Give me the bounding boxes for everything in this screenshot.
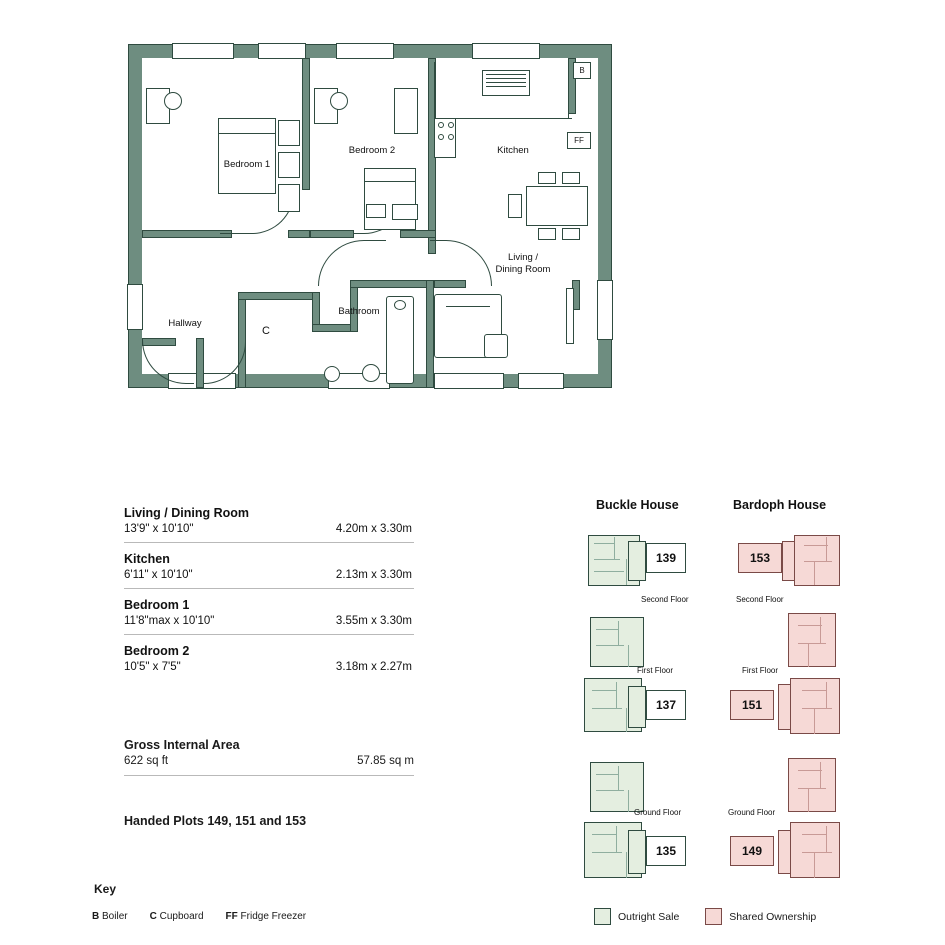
room-label-bedroom-2: Bedroom 2 <box>348 145 396 156</box>
key-meaning: Fridge Freezer <box>240 911 307 922</box>
fridge-freezer-tag: FF <box>567 132 591 149</box>
unit-core <box>628 830 646 874</box>
sofa-back <box>446 306 490 307</box>
schedule-row <box>124 506 414 543</box>
plot-number: 153 <box>738 543 782 573</box>
room-dims-imperial: 13'9" x 10'10" <box>124 523 194 535</box>
hob-ring <box>438 134 444 140</box>
room-label-hallway: Hallway <box>168 318 202 329</box>
wardrobe <box>394 88 418 134</box>
block-bardoph-first-floor <box>726 678 840 736</box>
unit-shape <box>590 762 644 812</box>
key-meaning: Cupboard <box>159 911 204 922</box>
coffee-table <box>484 334 508 358</box>
legend-swatch-outright <box>594 908 611 925</box>
counter-line <box>486 86 526 87</box>
counter-line <box>486 78 526 79</box>
unit-shape <box>790 678 840 734</box>
key-meaning: Boiler <box>102 911 128 922</box>
room-name: Bedroom 2 <box>124 644 190 658</box>
tv-unit <box>566 288 574 344</box>
internal-wall <box>142 230 232 238</box>
counter-line <box>486 74 526 75</box>
plot-number: 139 <box>646 543 686 573</box>
hob-ring <box>448 122 454 128</box>
dining-chair <box>538 228 556 240</box>
block-bardoph-first-upper <box>788 613 838 669</box>
room-label-cupboard: C <box>262 325 270 337</box>
room-dims-metric: 3.55m x 3.30m <box>335 615 412 627</box>
unit-shape <box>788 758 836 812</box>
floor-caption: First Floor <box>742 666 778 675</box>
floor-caption: Ground Floor <box>728 808 776 817</box>
floor-caption: Ground Floor <box>634 808 682 817</box>
counter-edge <box>568 62 569 118</box>
window <box>518 373 564 389</box>
floor-caption: Second Floor <box>641 595 689 604</box>
window <box>597 280 613 340</box>
schedule-row <box>124 552 414 589</box>
counter-edge <box>434 118 572 119</box>
dining-chair <box>508 194 522 218</box>
room-dims-imperial: 6'11" x 10'10" <box>124 569 193 581</box>
unit-core <box>628 541 646 581</box>
internal-wall <box>196 338 204 388</box>
plot-number: 135 <box>646 836 686 866</box>
lamp <box>330 92 348 110</box>
floor-caption: First Floor <box>637 666 673 675</box>
window <box>336 43 394 59</box>
room-dims-imperial: 10'5" x 7'5" <box>124 661 181 673</box>
dining-chair <box>538 172 556 184</box>
unit-core <box>628 686 646 728</box>
bedside-table <box>278 120 300 146</box>
internal-wall <box>302 58 310 190</box>
schedule-row <box>124 598 414 635</box>
gross-internal-area <box>124 738 414 776</box>
room-label-living-line1: Living / <box>507 252 539 263</box>
room-dims-metric: 3.18m x 2.27m <box>335 661 412 673</box>
dining-chair <box>562 228 580 240</box>
hob-ring <box>438 122 444 128</box>
counter-line <box>486 82 526 83</box>
key-item-fridge-freezer <box>226 911 307 922</box>
tenure-legend <box>594 908 816 925</box>
nightstand <box>392 204 418 220</box>
key-abbr: FF <box>225 911 238 922</box>
block-buckle-ground-floor <box>584 822 702 880</box>
internal-wall <box>238 292 320 300</box>
basin <box>324 366 340 382</box>
block-buckle-ground-upper <box>588 762 698 814</box>
block-bardoph-second-floor <box>728 533 840 588</box>
key-item-boiler <box>92 911 128 922</box>
key-abbr: B <box>92 911 100 922</box>
room-label-kitchen: Kitchen <box>497 145 529 156</box>
gia-metric: 57.85 sq m <box>357 755 414 767</box>
legend-item-shared-ownership <box>705 908 816 925</box>
internal-wall <box>310 230 354 238</box>
room-schedule <box>124 506 414 689</box>
window <box>434 373 504 389</box>
plot-number: 137 <box>646 690 686 720</box>
dining-table <box>526 186 588 226</box>
schedule-row <box>124 644 414 680</box>
room-name: Living / Dining Room <box>124 506 249 520</box>
pillow <box>218 118 276 134</box>
room-label-bedroom-1: Bedroom 1 <box>223 159 271 170</box>
window <box>258 43 306 59</box>
unit-shape <box>790 822 840 878</box>
hob-ring <box>448 134 454 140</box>
room-label-living-line2: Dining Room <box>495 264 551 275</box>
unit-shape <box>590 617 644 667</box>
window <box>472 43 540 59</box>
dining-chair <box>562 172 580 184</box>
room-name: Kitchen <box>124 552 170 566</box>
block-buckle-first-upper <box>588 617 698 669</box>
bedside-table <box>278 184 300 212</box>
gia-title: Gross Internal Area <box>124 738 240 752</box>
pillow <box>364 168 416 182</box>
key-items <box>92 911 306 922</box>
floor-plan <box>128 44 612 388</box>
internal-wall <box>400 230 436 238</box>
block-bardoph-ground-floor <box>726 822 840 880</box>
floor-caption: Second Floor <box>736 595 784 604</box>
counter-edge <box>434 62 435 118</box>
room-dims-imperial: 11'8"max x 10'10" <box>124 615 215 627</box>
block-title-buckle-house: Buckle House <box>596 498 679 512</box>
plot-number: 151 <box>730 690 774 720</box>
lamp <box>164 92 182 110</box>
internal-wall <box>288 230 310 238</box>
key-title: Key <box>94 882 117 896</box>
window <box>172 43 234 59</box>
room-name: Bedroom 1 <box>124 598 190 612</box>
room-label-bathroom: Bathroom <box>338 306 380 317</box>
room-dims-metric: 4.20m x 3.30m <box>335 523 412 535</box>
legend-label: Outright Sale <box>618 910 680 923</box>
legend-label: Shared Ownership <box>729 910 817 923</box>
block-buckle-first-floor <box>584 678 702 734</box>
plot-number: 149 <box>730 836 774 866</box>
boiler-tag: B <box>573 62 591 79</box>
handed-plots-note: Handed Plots 149, 151 and 153 <box>124 814 307 828</box>
key-item-cupboard <box>150 911 204 922</box>
room-dims-metric: 2.13m x 3.30m <box>335 569 412 581</box>
nightstand <box>366 204 386 218</box>
internal-wall <box>426 280 434 388</box>
legend-item-outright-sale <box>594 908 679 925</box>
unit-shape <box>788 613 836 667</box>
gia-imperial: 622 sq ft <box>124 755 169 767</box>
block-title-bardoph-house: Bardoph House <box>733 498 827 512</box>
toilet <box>362 364 380 382</box>
legend-swatch-shared <box>705 908 722 925</box>
block-buckle-second-floor <box>588 533 698 588</box>
block-bardoph-ground-upper <box>788 758 838 814</box>
key-abbr: C <box>149 911 157 922</box>
